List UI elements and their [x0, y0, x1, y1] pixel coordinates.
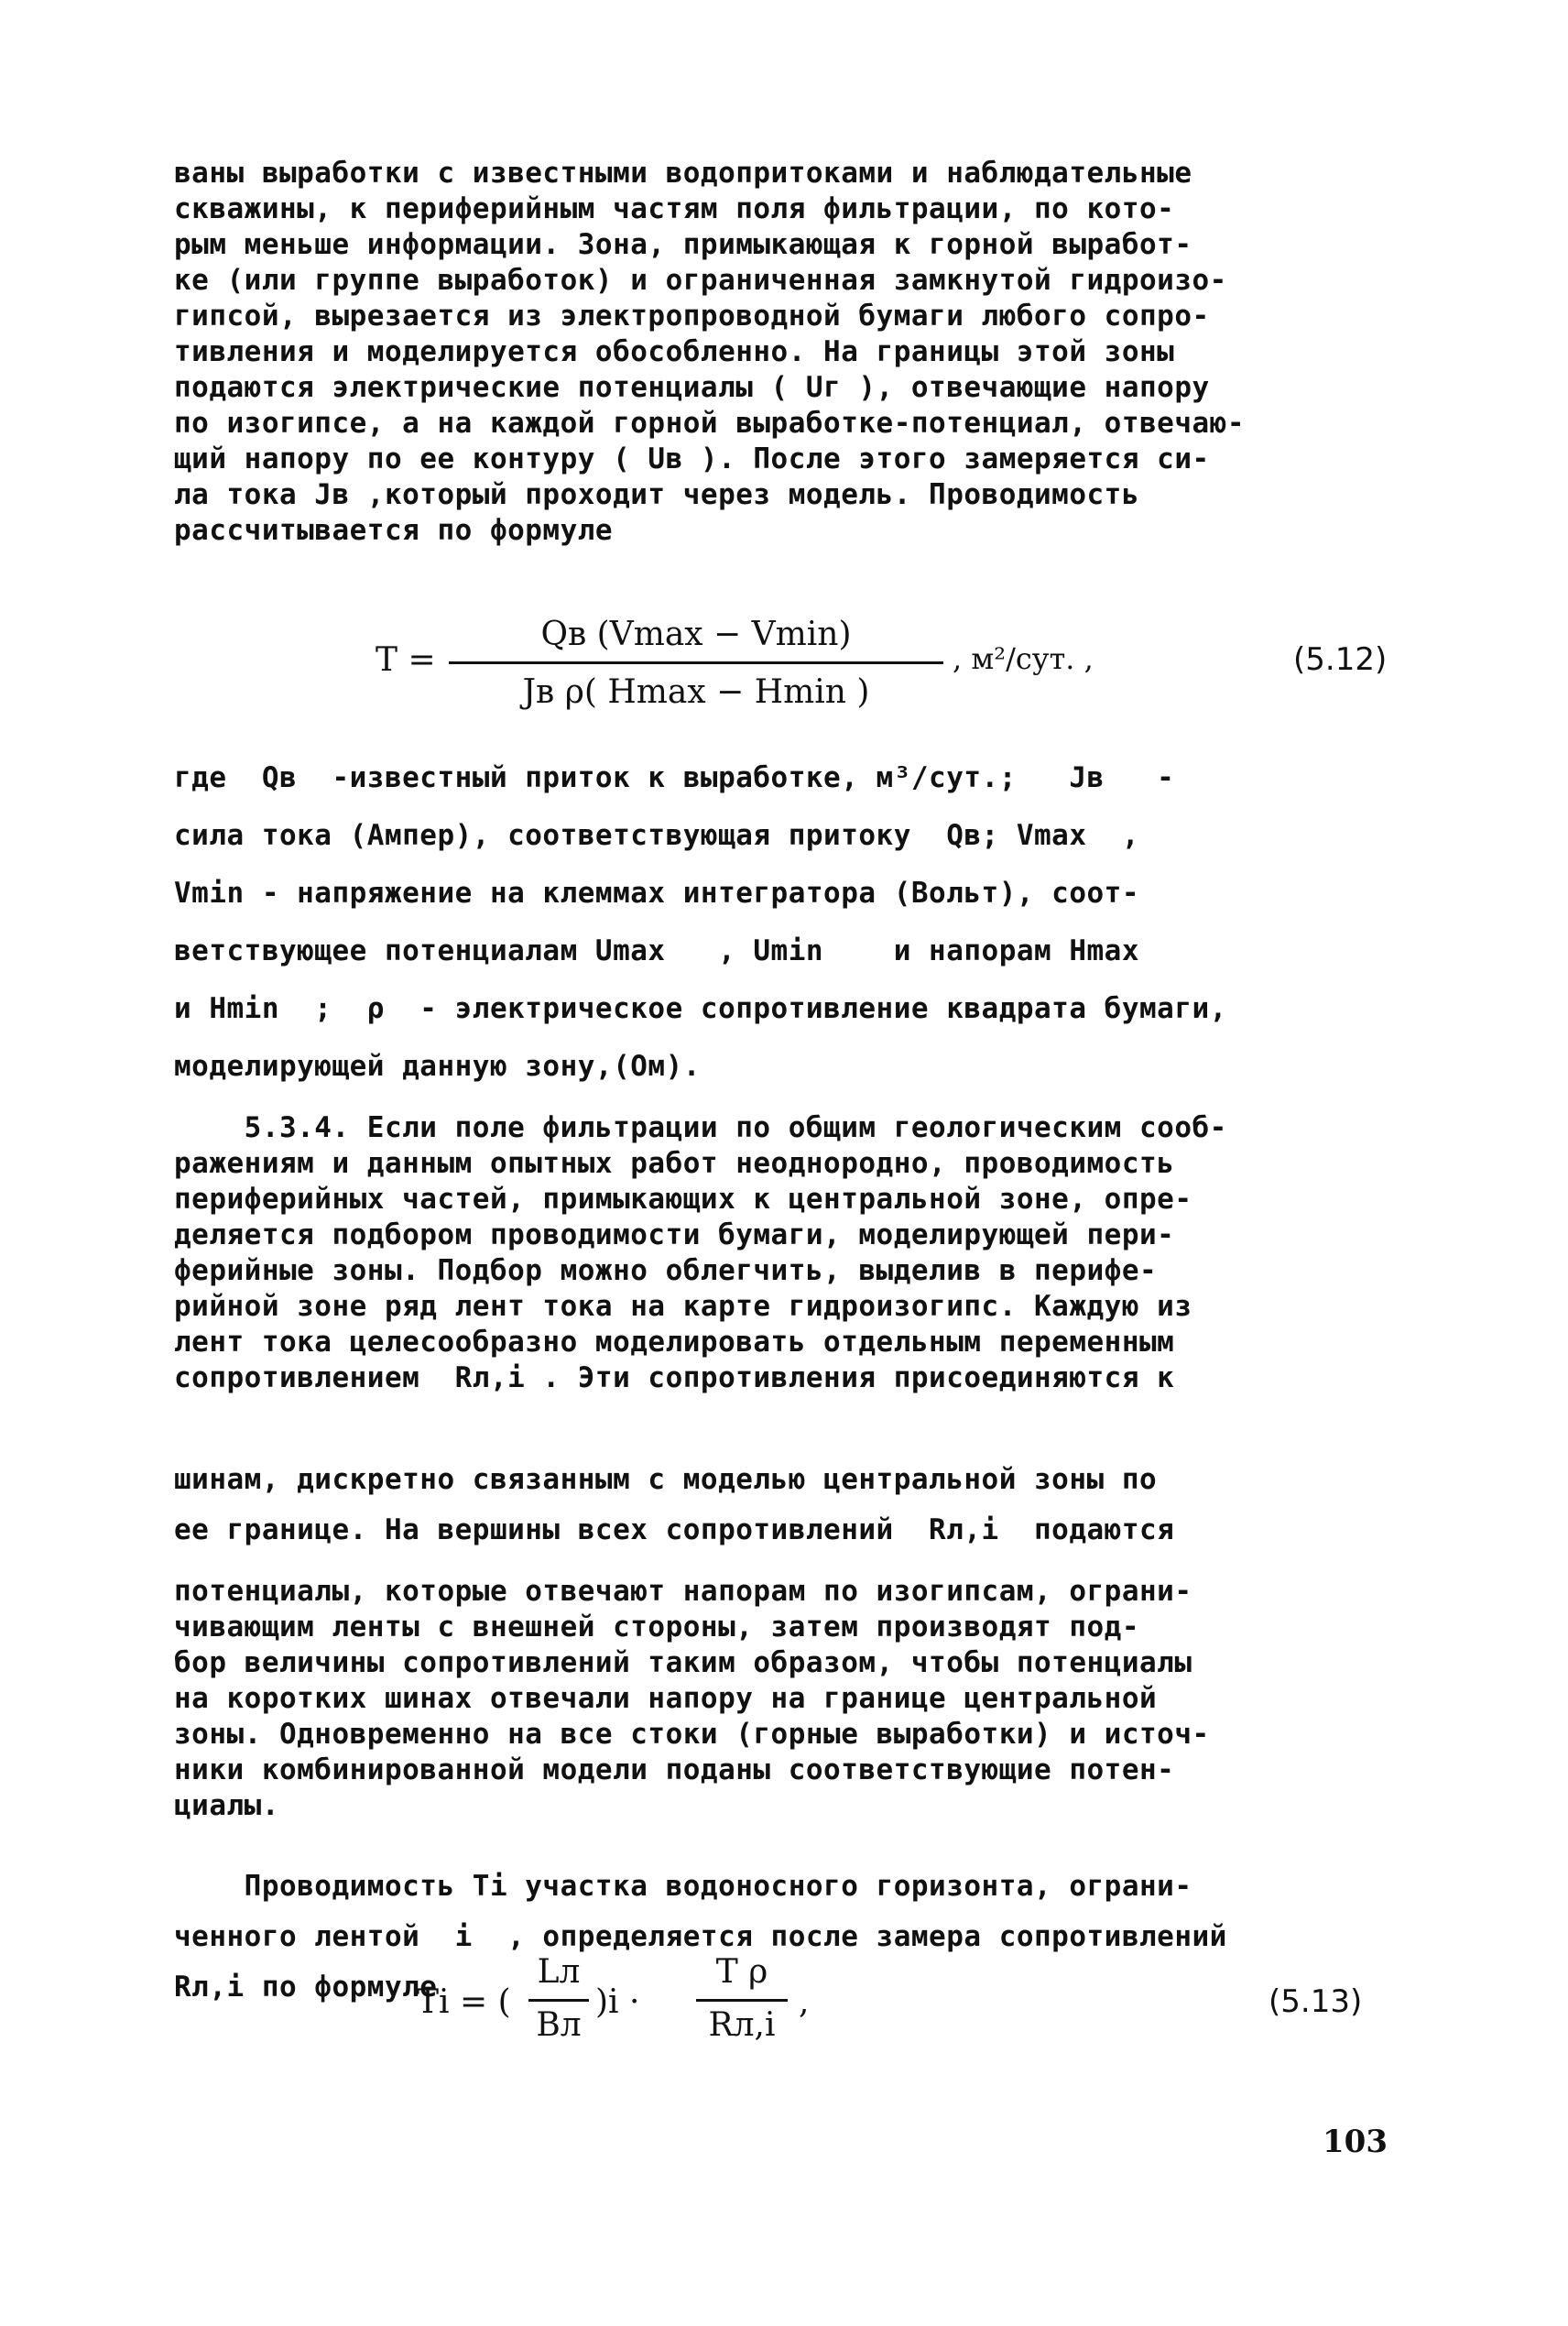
text-line: 5.3.4. Если поле фильтрации по общим геологическим сооб-: [174, 1111, 1227, 1144]
text-line: чивающим ленты с внешней стороны, затем производят под-: [174, 1611, 1139, 1643]
page-number: 103: [1323, 2124, 1388, 2160]
formula-5-13-lhs: Ti = (: [417, 1983, 511, 2021]
text-line: подаются электрические потенциалы ( Uг ), отвечающие напору: [174, 371, 1210, 404]
formula-5-12-number: (5.12): [1293, 641, 1388, 678]
text-line: ке (или группе выработок) и ограниченная замкнутой гидроизо-: [174, 264, 1227, 297]
formula-5-13-frac2-den: Rл,i: [708, 2006, 776, 2044]
text-line: рийной зоне ряд лент тока на карте гидроизогипс. Каждую из: [174, 1290, 1192, 1323]
text-line: Проводимость Ti участка водоносного горизонта, ограни-: [174, 1870, 1192, 1903]
text-line: и Hmin ; ρ - электрическое сопротивление квадрата бумаги,: [174, 992, 1227, 1025]
formula-5-12-lhs: T =: [376, 641, 436, 679]
paragraph-1: [174, 156, 1429, 549]
formula-5-13-number: (5.13): [1269, 1983, 1363, 2020]
text-line: зоны. Одновременно на все стоки (горные выработки) и источ-: [174, 1718, 1210, 1751]
text-line: потенциалы, которые отвечают напорам по изогипсам, ограни-: [174, 1575, 1192, 1608]
formula-5-12-denominator: Jв ρ( Hmax − Hmin ): [522, 673, 870, 711]
text-line: деляется подбором проводимости бумаги, моделирующей пери-: [174, 1218, 1175, 1251]
text-line: сопротивлением Rл,i . Эти сопротивления присоединяются к: [174, 1361, 1175, 1394]
formula-5-13-mid: )i ·: [595, 1983, 640, 2021]
text-line: циалы.: [174, 1789, 279, 1822]
paragraph-3: [174, 1110, 1429, 1396]
text-line: ченного лентой i , определяется после замера сопротивлений: [174, 1920, 1227, 1953]
formula-5-12-fraction-bar: [449, 661, 943, 664]
formula-5-13-frac2-num: T ρ: [715, 1953, 768, 1991]
paragraph-4: [174, 1455, 1429, 1556]
formula-5-13-frac1-den: Bл: [536, 2006, 582, 2044]
text-line: ее границе. На вершины всех сопротивлений Rл,i подаются: [174, 1513, 1175, 1546]
text-line: где Qв -известный приток к выработке, м³/сут.; Jв -: [174, 761, 1175, 794]
paragraph-5: [174, 1574, 1429, 1824]
text-line: лент тока целесообразно моделировать отдельным переменным: [174, 1326, 1175, 1359]
text-line: ферийные зоны. Подбор можно облегчить, выделив в перифе-: [174, 1254, 1158, 1287]
text-line: шинам, дискретно связанным с моделью центральной зоны по: [174, 1463, 1158, 1496]
text-line: рассчитывается по формуле: [174, 514, 614, 547]
text-line: сила тока (Ампер), соответствующая притоку Qв; Vmax ,: [174, 819, 1139, 852]
text-line: периферийных частей, примыкающих к центральной зоне, опре-: [174, 1183, 1192, 1216]
text-line: тивления и моделируется обособленно. На границы этой зоны: [174, 335, 1175, 368]
text-line: щий напору по ее контуру ( Uв ). После этого замеряется си-: [174, 442, 1210, 475]
text-line: скважины, к периферийным частям поля фильтрации, по кото-: [174, 192, 1175, 225]
formula-5-13-tail: ,: [799, 1983, 810, 2021]
text-line: моделирующей данную зону,(Ом).: [174, 1050, 701, 1083]
text-line: рым меньше информации. Зона, примыкающая к горной выработ-: [174, 228, 1192, 261]
text-line: ла тока Jв ,который проходит через модель. Проводимость: [174, 478, 1139, 511]
text-line: ветствующее потенциалам Umax , Umin и напорам Hmax: [174, 934, 1139, 967]
text-line: Vmin - напряжение на клеммах интегратора (Вольт), соот-: [174, 877, 1139, 910]
text-line: Rл,i по формуле: [174, 1971, 438, 2004]
formula-5-12-numerator: Qв (Vmax − Vmin): [540, 616, 852, 653]
text-line: ваны выработки с известными водопритоками и наблюдательные: [174, 157, 1192, 190]
formula-5-12-unit: , м²/сут. ,: [953, 641, 1094, 676]
formula-5-13-frac1-bar: [528, 1999, 589, 2002]
text-line: по изогипсе, а на каждой горной выработке-потенциал, отвечаю-: [174, 407, 1245, 440]
paragraph-2: [174, 749, 1429, 1096]
formula-5-13-frac2-bar: [696, 1999, 788, 2002]
text-line: ники комбинированной модели поданы соответствующие потен-: [174, 1753, 1175, 1786]
formula-5-13-frac1-num: Lл: [537, 1953, 581, 1991]
text-line: бор величины сопротивлений таким образом, чтобы потенциалы: [174, 1646, 1192, 1679]
text-line: на коротких шинах отвечали напору на границе центральной: [174, 1682, 1158, 1715]
text-line: гипсой, вырезается из электропроводной бумаги любого сопро-: [174, 300, 1210, 333]
text-line: ражениям и данным опытных работ неоднородно, проводимость: [174, 1147, 1175, 1180]
